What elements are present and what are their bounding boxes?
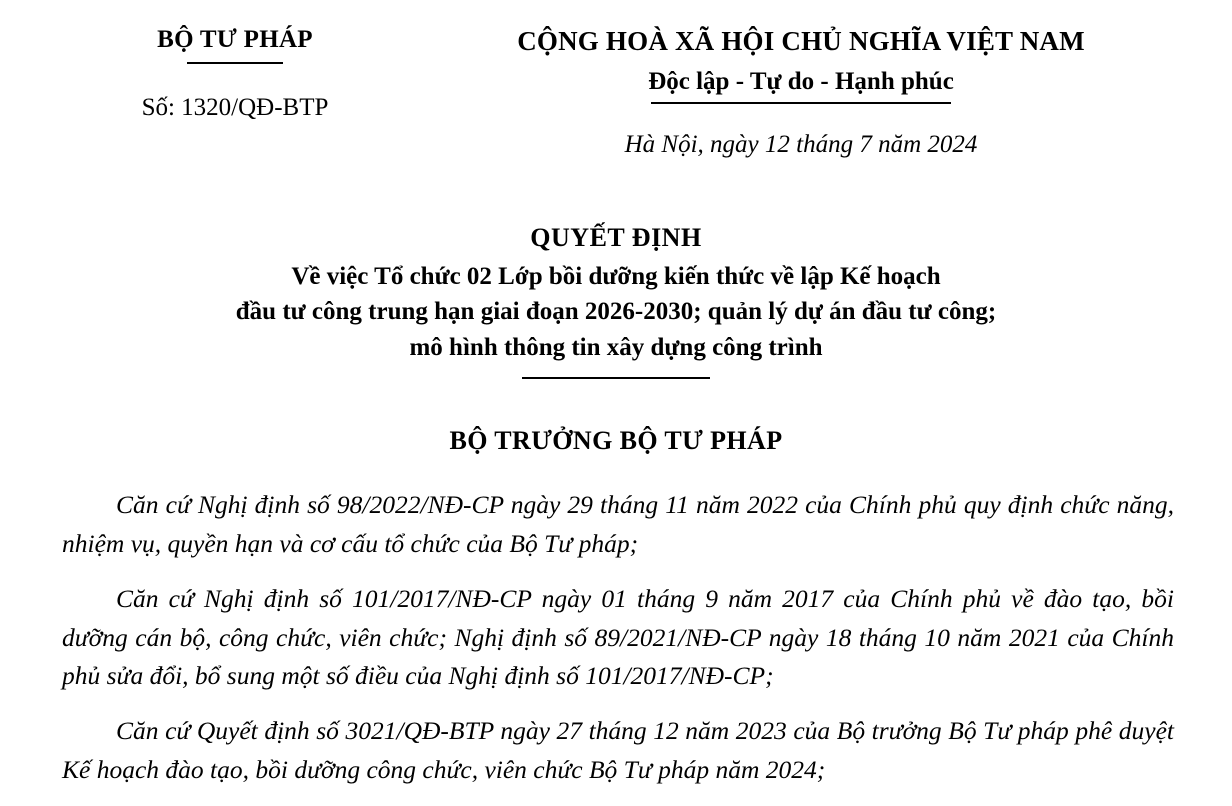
legal-basis-paragraph: Căn cứ Nghị định số 101/2017/NĐ-CP ngày 01 tháng 9 năm 2017 của Chính phủ về đào tạo, bồi dưỡng cán bộ, công chức, viên chức; Nghị định số 89/2021/NĐ-CP ngày 18 tháng 10 năm 2021 của Chính phủ sửa đổi, bổ sung một số điều của Nghị định số 101/2017/NĐ-CP;: [62, 583, 1174, 691]
legal-basis-paragraph: Căn cứ Quyết định số 3021/QĐ-BTP ngày 27 tháng 12 năm 2023 của Bộ trưởng Bộ Tư pháp phê duyệt Kế hoạch đào tạo, bồi dưỡng công chức, viên chức Bộ Tư pháp năm 2024;: [62, 716, 1174, 784]
document-subject-line-1: Về việc Tổ chức 02 Lớp bồi dưỡng kiến thức về lập Kế hoạch: [291, 262, 941, 290]
legal-basis-paragraph: Căn cứ Nghị định số 98/2022/NĐ-CP ngày 29 tháng 11 năm 2022 của Chính phủ quy định chức năng, nhiệm vụ, quyền hạn và cơ cấu tổ chức của Bộ Tư pháp;: [62, 490, 1174, 559]
document-subject: [0, 259, 1232, 366]
document-type-title: QUYẾT ĐỊNH: [530, 222, 702, 252]
national-motto: Độc lập - Tự do - Hạnh phúc: [648, 68, 954, 96]
motto-underline-rule: [651, 102, 951, 104]
document-subject-line-2: đầu tư công trung hạn giai đoạn 2026-2030; quản lý dự án đầu tư công;: [235, 298, 997, 326]
ministry-underline-rule: [187, 62, 283, 64]
issuing-ministry: BỘ TƯ PHÁP: [157, 26, 313, 53]
document-header: [0, 0, 1232, 160]
national-name: CỘNG HOÀ XÃ HỘI CHỦ NGHĨA VIỆT NAM: [517, 26, 1085, 56]
issuing-authority: BỘ TRƯỞNG BỘ TƯ PHÁP: [449, 426, 783, 456]
document-body: [0, 486, 1232, 789]
document-subject-line-3: mô hình thông tin xây dựng công trình: [409, 333, 823, 361]
header-right-block: [430, 26, 1232, 160]
document-number: Số: 1320/QĐ-BTP: [141, 93, 329, 121]
document-title-block: [0, 223, 1232, 380]
title-underline-rule: [522, 377, 710, 379]
place-and-date: Hà Nội, ngày 12 tháng 7 năm 2024: [624, 130, 978, 158]
header-left-block: [0, 26, 430, 123]
